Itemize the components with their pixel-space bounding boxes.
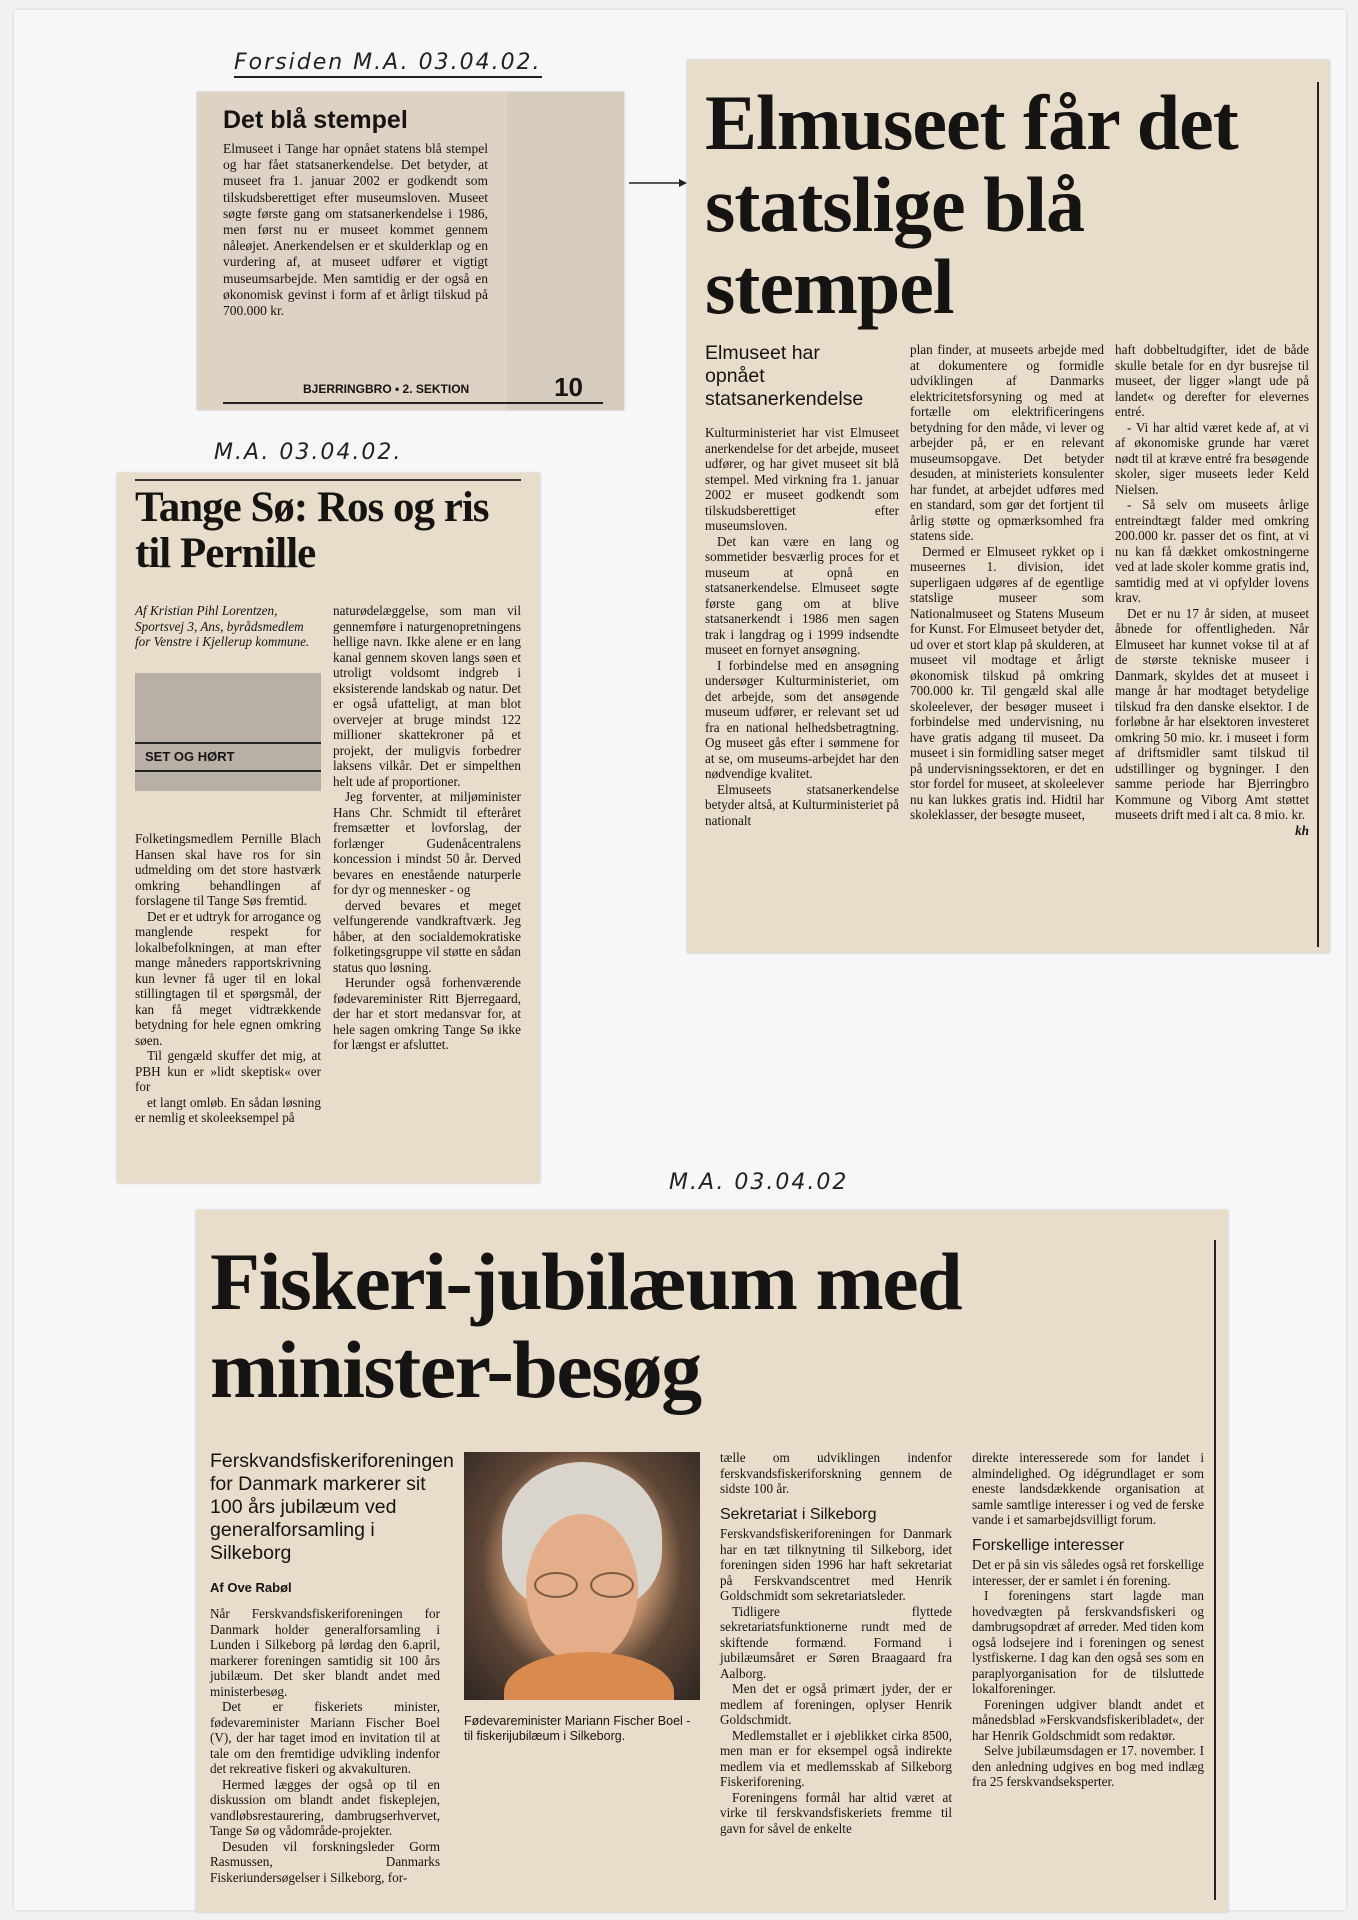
handwritten-note-2: M.A. 03.04.02. [214, 440, 403, 465]
clip1-body: Elmuseet i Tange har opnået statens blå stempel og har fået statsanerkendelse. Det betyder, at museet fra 1. januar 2002 er godkendt som tilskudsberettiget efter museumsloven. Museet søgte første gang om statsanerkendelse i 1986, men først nu er museet kommet gennem nåleøjet. Anerkendelsen er et skulderklap og en vurdering af, at museet udfører et vigtigt museumsarbejde. Men samtidig er der også en økonomisk gevinst i form af et årligt tilskud på 700.000 kr. [223, 141, 488, 319]
clip4-subheading-2: Forskellige interesser [972, 1536, 1125, 1554]
clip3-paragraph: plan finder, at museets arbejde med at dokumentere og formidle udviklingen af Danmarks elektricitetsforsyning og med at fortælle om elektrificeringens betydning for den måde, vi lever og arbejder på, er en relevant museumsopgave. Det betyder desuden, at ministeriets konsulenter har fundet, at arbejdet udføres med en standard, som gør det fortjent til årlig støtte og opmærksomhed fra statens side. [910, 342, 1104, 543]
clip2-paragraph: Herunder også forhenværende fødevareminister Ritt Bjerregaard, der har et stort medansvar for, at hele sagen omkring Tange Sø ikke for længst er afsluttet. [333, 975, 521, 1052]
clip4-paragraph: Foreningen udgiver blandt andet et månedsblad »Ferskvandsfiskeribladet«, der har Henrik Goldschmidt som redaktør. [972, 1696, 1204, 1743]
clip2-headline: Tange Sø: Ros og ris til Pernille [135, 484, 489, 577]
clip3-paragraph: I forbindelse med en ansøgning undersøger Kulturministeriet, om det arbejde, som det ansøgende museum udfører, er relevant set ud fra en national helhedsbetragtning. Og museet gås efter i sømmene for at se, om museums-arbejdet har den nødvendige kvalitet. [705, 657, 899, 781]
scrapbook-page [14, 10, 1346, 1910]
clip4-paragraph: Medlemstallet er i øjeblikket cirka 8500, men man er for eksempel også indirekte medlem via et medlemsskab af Silkeborg Fiskeriforening. [720, 1727, 952, 1789]
clip3-column-2 [910, 342, 1104, 823]
clip3-paragraph: Elmuseets statsanerkendelse betyder altså, at Kulturministeriet på nationalt [705, 781, 899, 828]
clip4-paragraph: Det er fiskeriets minister, fødevareminister Mariann Fischer Boel (V), der har taget imod en invitation til at tale om den fremtidige udvikling indenfor det rekreative fiskeri og akvakulturen. [210, 1699, 440, 1776]
handwritten-note-3: M.A. 03.04.02 [669, 1170, 849, 1195]
clip3-headline: Elmuseet får det statslige blå stempel [705, 79, 1238, 330]
clip4-paragraph: tælle om udviklingen indenfor ferskvandsfiskeriforskning gennem de sidste 100 år. [720, 1450, 952, 1496]
clip2-paragraph: Folketingsmedlem Pernille Blach Hansen skal have ros for sin udmelding om det store hastværk omkring behandlingen af forslagene til Tange Søs fremtid. [135, 831, 321, 908]
clip4-paragraph: I foreningens start lagde man hovedvægten på ferskvandsfiskeri og dambrugsopdræt af ørreder. Med tiden kom også lodsejere ind i foreningen og senest lystfiskerne. I dag kan den også ses som en paraplyorganisation for de tilsluttede lokalforeninger. [972, 1588, 1204, 1696]
clip3-paragraph: Kulturministeriet har vist Elmuseet anerkendelse for det arbejde, museet udfører, og har givet museet sit blå stempel. Med virkning fra 1. januar 2002 er museet godkendt som tilskudsberettiget efter museumsloven. [705, 425, 899, 533]
clip2-paragraph: naturødelæggelse, som man vil gennemføre i naturgenopretningens hellige navn. Ikke alene er en lang kanal gennem skoven langs søen et utroligt voldsomt indgreb i eksisterende landskab og natur. Det er også ufatteligt, at man blot overvejer at bruge mindst 122 millioner skattekroner på et projekt, der muligvis forbedrer laksens vilkår. Det er simpelthen helt ude af proportioner. [333, 603, 521, 789]
clip3-paragraph: Det er nu 17 år siden, at museet åbnede for offentligheden. Når Elmuseet har kunnet vokse til at af de største tekniske museer i Danmark, skyldes det at museet i mange år har modtaget betydelige tilskud fra den danske elsektor. I de forløbne år har elsektoren investeret omkring 50 mio. kr. i museet i form af driftsmidler samt tilskud til udstillinger og bygninger. I den samme periode har Bjerringbro Kommune og Viborg Amt støttet museets drift med i alt ca. 8 mio. kr. [1115, 605, 1309, 822]
clipping-fiskeri-jubilaeum [196, 1210, 1228, 1912]
clip4-column-2 [720, 1450, 952, 1836]
clip2-paragraph: derved bevares et meget velfungerende vandkraftværk. Jeg håber, at den socialdemokratiske folketingsgruppe vil støtte en sådan status quo løsning. [333, 897, 521, 975]
clip2-byline: Af Kristian Pihl Lorentzen, Sportsvej 3, Ans, byrådsmedlem for Venstre i Kjellerup kommune. [135, 603, 310, 649]
clip4-paragraph: Desuden vil forskningsleder Gorm Rasmussen, Danmarks Fiskeriundersøgelser i Silkeborg, for- [210, 1838, 440, 1885]
clipping-elmuseet [687, 60, 1330, 953]
photo-caption: Fødevareminister Mariann Fischer Boel - til fiskerijubilæum i Silkeborg. [464, 1714, 691, 1743]
clip2-column-2 [333, 603, 521, 1053]
clip4-paragraph: Det er på sin vis således også ret forskellige interesser, der er samlet i én forening. [972, 1557, 1204, 1588]
clip3-column-1 [705, 425, 899, 828]
arrow-right-icon [629, 177, 687, 189]
clip4-headline: Fiskeri-jubilæum med minister-besøg [210, 1236, 962, 1415]
clip1-section-label: BJERRINGBRO • 2. SEKTION [303, 382, 470, 396]
clip3-column-3 [1115, 342, 1309, 838]
handwritten-note-1: Forsiden M.A. 03.04.02. [234, 50, 542, 78]
clip3-author-signature: kh [1295, 822, 1309, 838]
clip4-byline: Af Ove Rabøl [210, 1580, 292, 1595]
clip4-column-1 [210, 1606, 440, 1885]
clip2-paragraph: et langt omløb. En sådan løsning er nemlig et skoleeksempel på [135, 1094, 321, 1125]
clip4-paragraph: Hermed lægges der også op til en diskussion om blandt andet fiskeplejen, vandløbsrestaurering, dambrugserhvervet, Tange Sø og vådområde-projekter. [210, 1776, 440, 1838]
clip4-lede: Ferskvandsfiskeriforeningen for Danmark markerer sit 100 års jubilæum ved generalforsamling i Silkeborg [210, 1450, 454, 1564]
clip3-lede: Elmuseet har opnået statsanerkendelse [705, 342, 864, 410]
clip4-paragraph: Men det er også primært jyder, der er medlem af foreningen, oplyser Henrik Goldschmidt. [720, 1681, 952, 1727]
clip3-paragraph: Det kan være en lang og sommetider besværlig proces for et museum at opnå en statsanerkendelse. Elmuseet søgte første gang om at blive statsanerkendt i 1986 men sagen trak i langdrag og i 1999 indsendte museet en fornyet ansøgning. [705, 533, 899, 657]
clip1-headline: Det blå stempel [223, 106, 408, 134]
clip2-box-label: SET OG HØRT [145, 749, 235, 764]
clipping-tange-so [117, 473, 540, 1183]
clip3-paragraph: - Så selv om museets årlige entreindtægt falder med omkring 200.000 kr. passer det os fint, at vi nu kan få dækket omkostningerne ved at lade skoler komme gratis ind, samtidig med at vi opfylder lovens krav. [1115, 497, 1309, 605]
clip4-paragraph: direkte interesserede som for landet i almindelighed. Og idégrundlaget er som eneste landsdækkende organisation at samle samtlige interesser i og ved de ferske vande i et samarbejdsvilligt forum. [972, 1450, 1204, 1527]
clip3-paragraph: - Vi har altid været kede af, at vi af økonomiske grunde har været nødt til at kræve entré fra besøgende skoler, siger museets leder Keld Nielsen. [1115, 419, 1309, 497]
clip2-paragraph: Jeg forventer, at miljøminister Hans Chr. Schmidt til efteråret fremsætter et lovforslag, der forlænger Gudenåcentralens koncession i mindst 50 år. Derved bevares en enestående naturperle for dyr og mennesker - og [333, 789, 521, 897]
clip1-footer [223, 372, 603, 404]
minister-portrait-photo [464, 1452, 700, 1700]
clip2-column-1 [135, 831, 321, 1126]
clip4-paragraph: Foreningens formål har altid været at virke til ferskvandsfiskeriets fremme til gavn for såvel de enkelte [720, 1789, 952, 1836]
clipping-front-page [197, 92, 624, 410]
clip4-column-3 [972, 1450, 1204, 1790]
clip4-paragraph: Når Ferskvandsfiskeriforeningen for Danmark holder generalforsamling i Lunden i Silkeborg på lørdag den 6.april, markerer foreningen samtidig sit 100 års jubilæum. Det sker blandt andet med ministerbesøg. [210, 1606, 440, 1699]
clip2-paragraph: Det er et udtryk for arrogance og manglende respekt for lokalbefolkningen, at man efter mange måneders rapportskrivning kun levner få uger til en lokal stillingtagen til et spørgsmål, der kan få meget vidtrækkende betydning for hele egnen omkring søen. [135, 908, 321, 1048]
clip2-paragraph: Til gengæld skuffer det mig, at PBH kun er »lidt skeptisk« over for [135, 1048, 321, 1094]
clip4-paragraph: Selve jubilæumsdagen er 17. november. I den anledning udgives en bog med indlæg fra 25 ferskvandseksperter. [972, 1743, 1204, 1789]
clip1-page-number: 10 [554, 372, 583, 402]
clip3-paragraph: Dermed er Elmuseet rykket op i museernes 1. division, idet superligaen udgøres af de egentlige statslige museer som Nationalmuseet og Statens Museum for Kunst. For Elmuseet betyder det, ud over et stort klap på skulderen, at museet vil modtage et årligt økonomisk tilskud på omkring 700.000 kr. Til gengæld skal alle skoleelever, der besøger museet i forbindelse med undervisning, nu have gratis adgang til museet. Da museet i sin formidling satser meget på undervisningssektoren, er det en stor fordel for museet, at skoleelever nu kan lukkes gratis ind. Hidtil har skoleklasser, der besøgte museet, [910, 543, 1104, 822]
clip3-paragraph: haft dobbeltudgifter, idet de både skulle betale for en dyr busrejse til museet, der ligger »langt ude på landet« og derefter for elevernes entré. [1115, 342, 1309, 419]
clip4-paragraph: Tidligere flyttede sekretariatsfunktionerne rundt med de skiftende formænd. Formand i jubilæumsåret er Søren Braagaard fra Aalborg. [720, 1603, 952, 1681]
clip4-paragraph: Ferskvandsfiskeriforeningen for Danmark har en tæt tilknytning til Silkeborg, idet foreningen siden 1996 har haft sekretariat på Ferskvandscentret med Henrik Goldschmidt som sekretariatsleder. [720, 1526, 952, 1603]
clip4-subheading-1: Sekretariat i Silkeborg [720, 1505, 877, 1523]
clip2-grey-box [135, 673, 321, 791]
